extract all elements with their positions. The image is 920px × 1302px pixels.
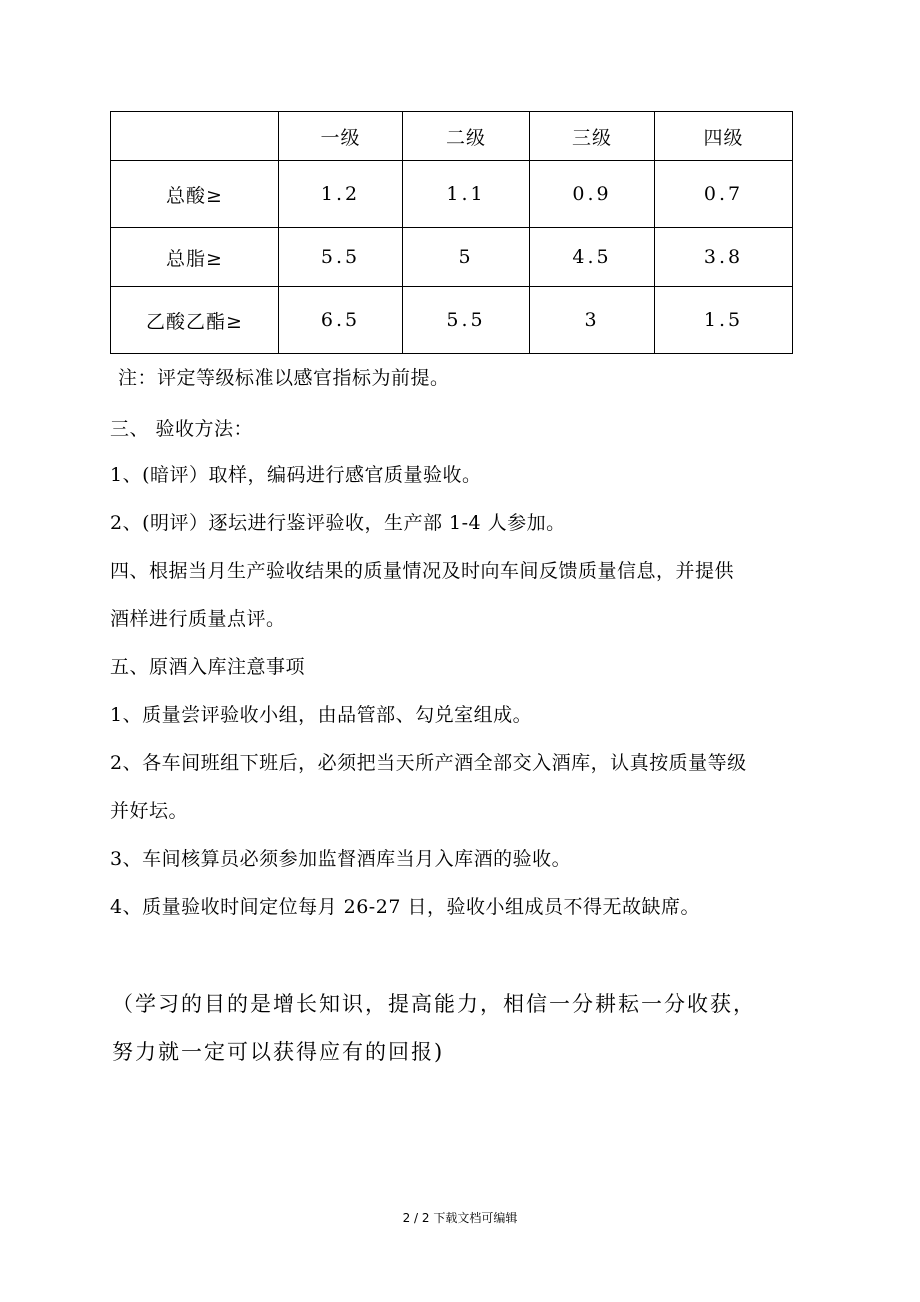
row-label: 总脂≥ bbox=[111, 228, 279, 287]
table-cell: 5.5 bbox=[403, 287, 530, 354]
closing-quote-line-1: （学习的目的是增长知识，提高能力，相信一分耕耘一分收获， bbox=[112, 992, 756, 1016]
table-cell: 0.9 bbox=[530, 161, 655, 228]
table-cell: 1.5 bbox=[655, 287, 793, 354]
section-5-title: 五、原酒入库注意事项 bbox=[110, 656, 306, 678]
table-row bbox=[111, 161, 793, 228]
row-label: 总酸≥ bbox=[111, 161, 279, 228]
table-row bbox=[111, 228, 793, 287]
section-5-item-1: 1、质量尝评验收小组，由品管部、勾兑室组成。 bbox=[110, 704, 533, 726]
section-3-item-2: 2、(明评）逐坛进行鉴评验收，生产部 1-4 人参加。 bbox=[110, 512, 566, 534]
table-cell: 6.5 bbox=[279, 287, 403, 354]
section-5-item-2-line-2: 并好坛。 bbox=[110, 800, 189, 822]
table-cell: 3 bbox=[530, 287, 655, 354]
section-4-line-1: 四、根据当月生产验收结果的质量情况及时向车间反馈质量信息，并提供 bbox=[110, 560, 735, 582]
table-header-grade-3: 三级 bbox=[530, 112, 655, 161]
grade-standard-table bbox=[110, 111, 793, 354]
section-4-line-2: 酒样进行质量点评。 bbox=[110, 608, 286, 630]
section-5-item-4: 4、质量验收时间定位每月 26-27 日，验收小组成员不得无故缺席。 bbox=[110, 896, 700, 918]
page-footer: 2 / 2 下载文档可编辑 bbox=[402, 1211, 518, 1225]
table-cell: 1.2 bbox=[279, 161, 403, 228]
closing-quote-line-2: 努力就一定可以获得应有的回报) bbox=[112, 1040, 445, 1064]
section-3-title: 三、 验收方法： bbox=[110, 418, 254, 440]
section-5-item-3: 3、车间核算员必须参加监督酒库当月入库酒的验收。 bbox=[110, 848, 572, 870]
table-cell: 4.5 bbox=[530, 228, 655, 287]
section-3-item-1: 1、(暗评）取样，编码进行感官质量验收。 bbox=[110, 464, 482, 486]
table-header-corner bbox=[111, 112, 279, 161]
table-header-grade-2: 二级 bbox=[403, 112, 530, 161]
table-header-grade-4: 四级 bbox=[655, 112, 793, 161]
table-row bbox=[111, 287, 793, 354]
table-cell: 0.7 bbox=[655, 161, 793, 228]
table-header-grade-1: 一级 bbox=[279, 112, 403, 161]
table-cell: 1.1 bbox=[403, 161, 530, 228]
table-note: 注：评定等级标准以感官指标为前提。 bbox=[118, 367, 450, 389]
table-cell: 5 bbox=[403, 228, 530, 287]
table-header-row bbox=[111, 112, 793, 161]
row-label: 乙酸乙酯≥ bbox=[111, 287, 279, 354]
table-cell: 5.5 bbox=[279, 228, 403, 287]
section-5-item-2-line-1: 2、各车间班组下班后，必须把当天所产酒全部交入酒库，认真按质量等级 bbox=[110, 752, 747, 774]
table-cell: 3.8 bbox=[655, 228, 793, 287]
